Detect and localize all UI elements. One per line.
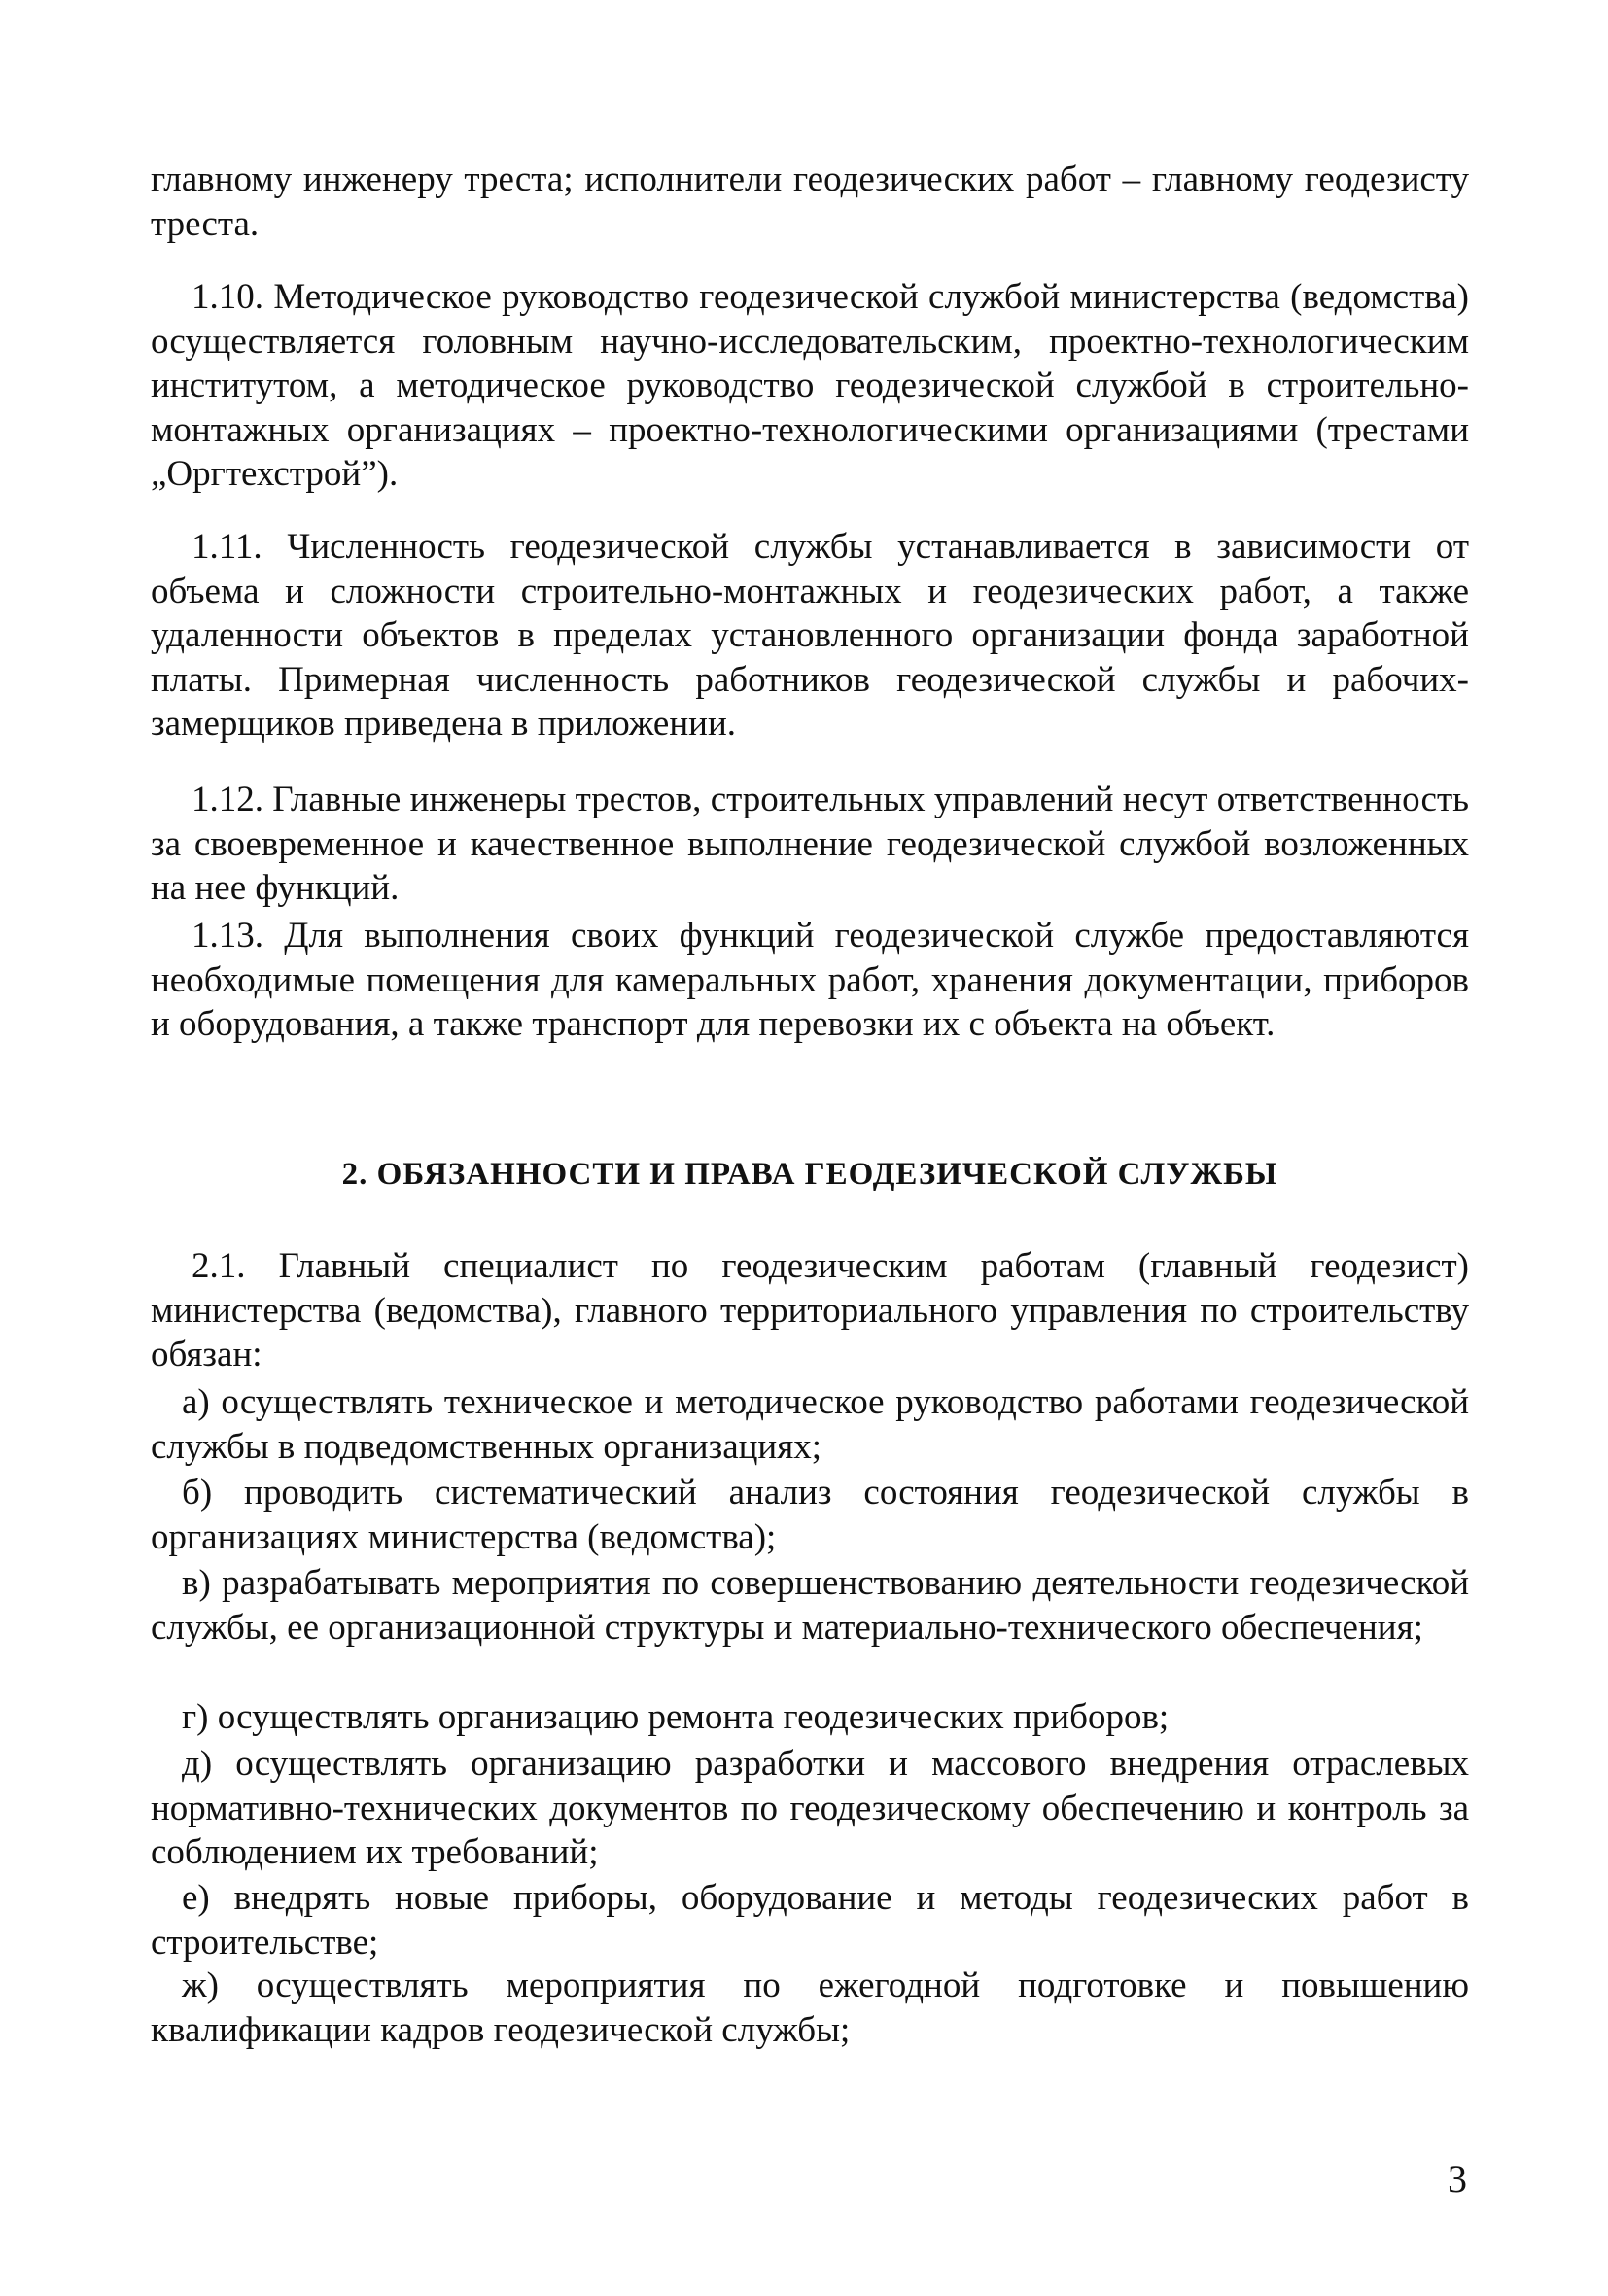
page-number: 3: [1448, 2157, 1467, 2201]
paragraph-1-10: 1.10. Методическое руководство геодезической службой министерства (ведомства) осуществляется головным научно-исследовательским, проектно-технологическим институтом, а методическое руководство геодезической службой в строительно-монтажных организациях – проектно-технологическими организациями (трестами „Оргтехстрой”).: [151, 277, 1469, 494]
list-item-a: а) осуществлять техническое и методическое руководство работами геодезической службы в подведомственных организациях;: [151, 1382, 1469, 1467]
list-item-g: г) осуществлять организацию ремонта геодезических приборов;: [182, 1697, 1170, 1737]
list-item-d: д) осуществлять организацию разработки и массового внедрения отраслевых нормативно-технических документов по геодезическому обеспечению и контроль за соблюдением их требований;: [151, 1744, 1469, 1872]
list-item-e: е) внедрять новые приборы, оборудование и методы геодезических работ в строительстве;: [151, 1878, 1469, 1963]
section-heading: 2. ОБЯЗАННОСТИ И ПРАВА ГЕОДЕЗИЧЕСКОЙ СЛУЖБЫ: [341, 1157, 1278, 1192]
paragraph-continuation: главному инженеру треста; исполнители геодезических работ – главному геодезисту треста.: [151, 159, 1469, 244]
paragraph-1-13: 1.13. Для выполнения своих функций геодезической службе предоставляются необходимые помещения для камеральных работ, хранения документации, приборов и оборудования, а также транспорт для перевозки их с объекта на объект.: [151, 916, 1469, 1044]
list-item-zh: ж) осуществлять мероприятия по ежегодной подготовке и повышению квалификации кадров геодезической службы;: [151, 1966, 1469, 2050]
paragraph-1-11: 1.11. Численность геодезической службы устанавливается в зависимости от объема и сложности строительно-монтажных и геодезических работ, а также удаленности объектов в пределах установленного организации фонда заработной платы. Примерная численность работников геодезической службы и рабочих-замерщиков приведена в приложении.: [151, 527, 1469, 744]
list-item-b: б) проводить систематический анализ состояния геодезической службы в организациях министерства (ведомства);: [151, 1473, 1469, 1557]
list-item-v: в) разрабатывать мероприятия по совершенствованию деятельности геодезической службы, ее организационной структуры и материально-технического обеспечения;: [151, 1563, 1469, 1648]
paragraph-1-12: 1.12. Главные инженеры трестов, строительных управлений несут ответственность за своевременное и качественное выполнение геодезической службой возложенных на нее функций.: [151, 780, 1469, 908]
paragraph-2-1: 2.1. Главный специалист по геодезическим работам (главный геодезист) министерства (ведомства), главного территориального управления по строительству обязан:: [151, 1246, 1469, 1374]
